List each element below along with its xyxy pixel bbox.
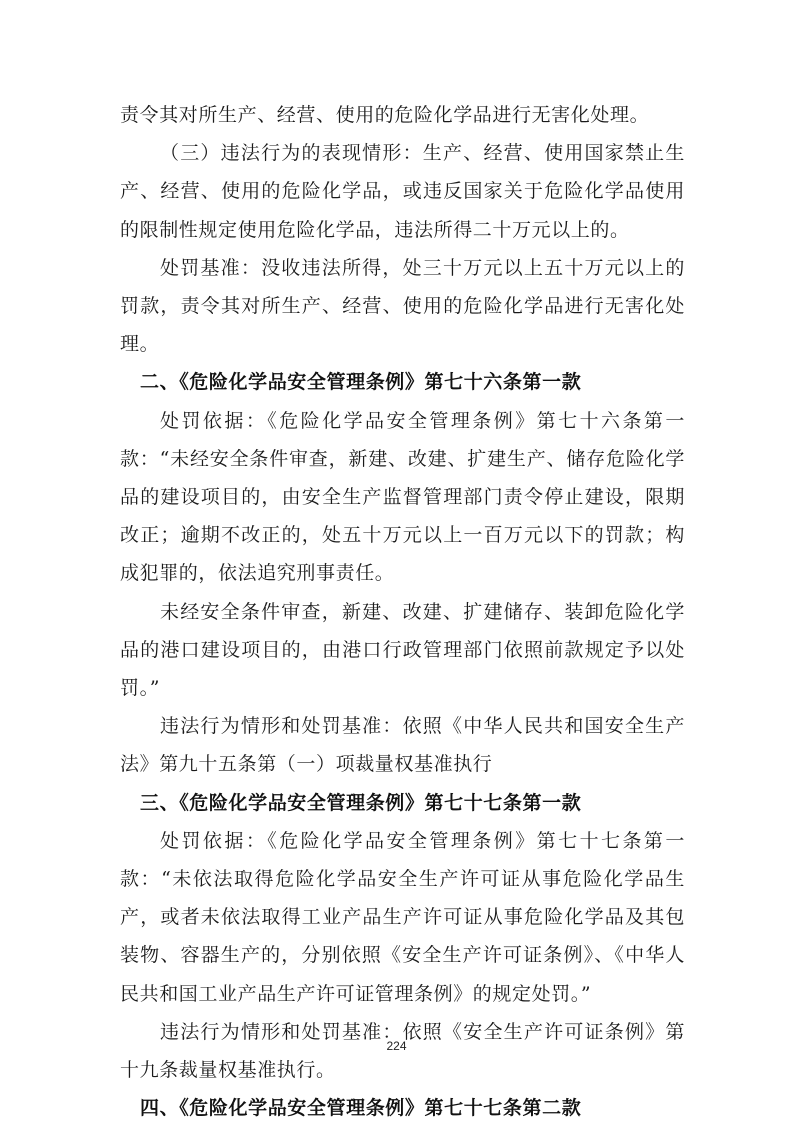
paragraph: 处罚基准：没收违法所得，处三十万元以上五十万元以上的罚款，责令其对所生产、经营、使用的危险化学品进行无害化处理。 bbox=[120, 256, 685, 356]
paragraph: （三）违法行为的表现情形：生产、经营、使用国家禁止生产、经营、使用的危险化学品，或违反国家关于危险化学品使用的限制性规定使用危险化学品，违法所得二十万元以上的。 bbox=[120, 142, 685, 241]
paragraph: 处罚依据：《危险化学品安全管理条例》第七十七条第一款：“未依法取得危险化学品安全生产许可证从事危险化学品生产，或者未依法取得工业产品生产许可证从事危险化学品及其包装物、容器生产的，分别依照《安全生产许可证条例》、《中华人民共和国工业产品生产许可证管理条例》的规定处罚。” bbox=[120, 829, 685, 1005]
paragraph: 处罚依据：《危险化学品安全管理条例》第七十六条第一款：“未经安全条件审查，新建、改建、扩建生产、储存危险化学品的建设项目的，由安全生产监督管理部门责令停止建设，限期改正；逾期不改正的，处五十万元以上一百万元以下的罚款；构成犯罪的，依法追究刑事责任。 bbox=[120, 409, 685, 585]
section-heading: 二、《危险化学品安全管理条例》第七十六条第一款 bbox=[140, 371, 582, 394]
paragraph: 未经安全条件审查，新建、改建、扩建储存、装卸危险化学品的港口建设项目的，由港口行政管理部门依照前款规定予以处罚。” bbox=[120, 600, 685, 700]
paragraph: 违法行为情形和处罚基准：依照《安全生产许可证条例》第十九条裁量权基准执行。 bbox=[120, 1020, 685, 1082]
paragraph: 责令其对所生产、经营、使用的危险化学品进行无害化处理。 bbox=[120, 104, 650, 126]
section-heading: 三、《危险化学品安全管理条例》第七十七条第一款 bbox=[140, 791, 582, 814]
document-body bbox=[120, 96, 685, 1127]
paragraph: 违法行为情形和处罚基准：依照《中华人民共和国安全生产法》第九十五条第（一）项裁量权基准执行 bbox=[120, 715, 685, 776]
section-heading: 四、《危险化学品安全管理条例》第七十七条第二款 bbox=[140, 1097, 582, 1120]
page-number: 224 bbox=[386, 1039, 407, 1053]
